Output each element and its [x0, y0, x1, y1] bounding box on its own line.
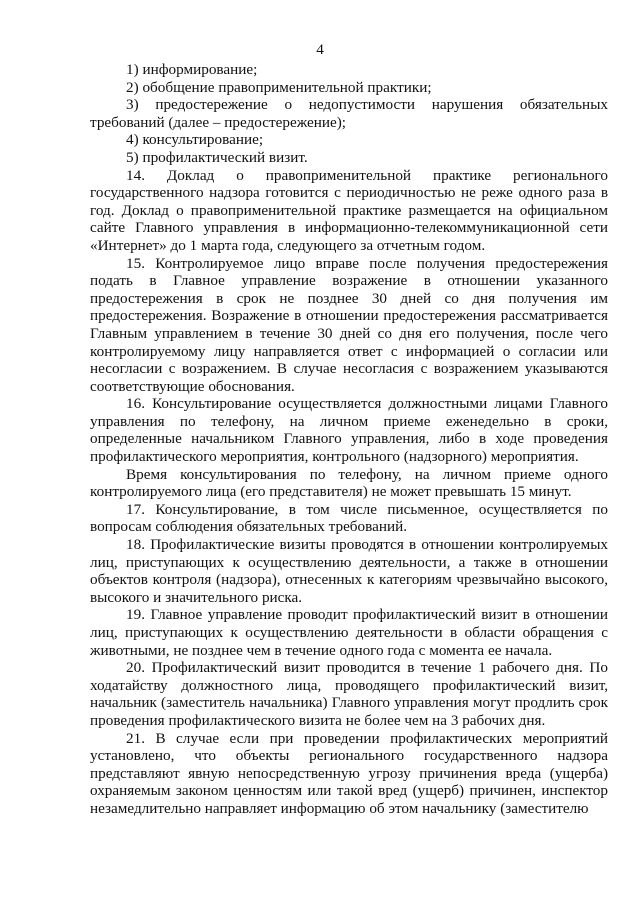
page-number: 4	[316, 41, 324, 58]
list-item-preventive-visit: 5) профилактический визит.	[126, 148, 308, 166]
list-item-informing: 1) информирование;	[126, 61, 258, 78]
paragraph-14: 14. Доклад о правоприменительной практике регионального государственного надзора готовится с периодичностью не реже одного раза в год. Доклад о правоприменительной практике размещается на официальном сайте Главного управления в информационно-телекоммуникационной сети «Интернет» до 1 марта года, следующего за отчетным годом.	[90, 166, 608, 254]
paragraph-20: 20. Профилактический визит проводится в течение 1 рабочего дня. По ходатайству должностного лица, проводящего профилактический визит, начальник (заместитель начальника) Главного управления могут продлить срок проведения профилактического визита не более чем на 3 рабочих дня.	[90, 659, 608, 729]
list-item-consulting: 4) консультирование;	[126, 131, 264, 149]
paragraph-21: 21. В случае если при проведении профилактических мероприятий установлено, что объекты регионального государственного надзора представляют явную непосредственную угрозу причинения вреда (ущерба) охраняемым законом ценностям или такой вред (ущерб) причинен, инспектор незамедлительно направляет информацию об этом начальнику (заместителю	[90, 729, 608, 817]
list-item-warning: 3) предостережение о недопустимости нарушения обязательных требований (далее – предостережение);	[90, 96, 608, 131]
list-item-practice-summary: 2) обобщение правоприменительной практики;	[126, 78, 432, 96]
document-body	[90, 61, 608, 818]
paragraph-18: 18. Профилактические визиты проводятся в отношении контролируемых лиц, приступающих к осуществлению деятельности, а также в отношении объектов контроля (надзора), отнесенных к категориям чрезвычайно высокого, высокого и значительного риска.	[90, 536, 608, 606]
paragraph-16: 16. Консультирование осуществляется должностными лицами Главного управления по телефону, на личном приеме еженедельно в сроки, определенные начальником Главного управления, либо в ходе проведения профилактического мероприятия, контрольного (надзорного) мероприятия.	[90, 395, 608, 466]
paragraph-15: 15. Контролируемое лицо вправе после получения предостережения подать в Главное управление возражение в отношении указанного предостережения в срок не позднее 30 дней со дня получения им предостережения. Возражение в отношении предостережения рассматривается Главным управлением в течение 30 дней со дня его получения, после чего контролируемому лицу направляется ответ с информацией о согласии или несогласии с возражением. В случае несогласия с возражением указываются соответствующие обоснования.	[90, 254, 608, 395]
paragraph-19: 19. Главное управление проводит профилактический визит в отношении лиц, приступающих к осуществлению деятельности в области обращения с животными, не позднее чем в течение одного года с момента ее начала.	[90, 606, 608, 659]
paragraph-16-consultation-time: Время консультирования по телефону, на личном приеме одного контролируемого лица (его представителя) не может превышать 15 минут.	[90, 465, 608, 501]
paragraph-17: 17. Консультирование, в том числе письменное, осуществляется по вопросам соблюдения обязательных требований.	[90, 500, 608, 536]
